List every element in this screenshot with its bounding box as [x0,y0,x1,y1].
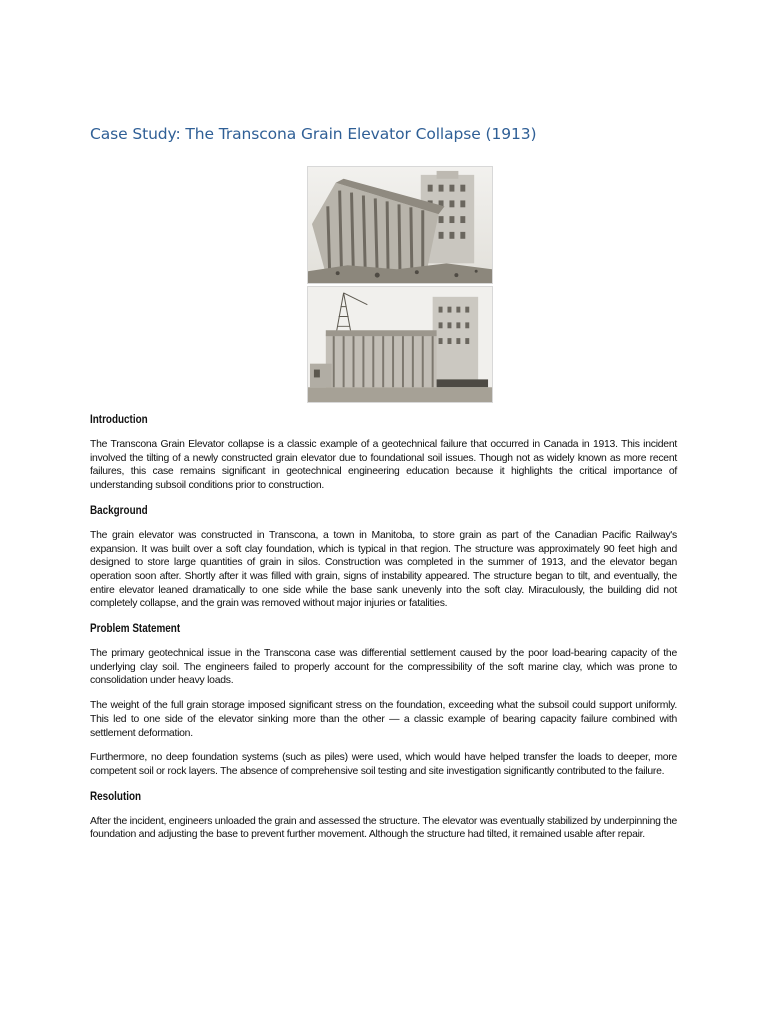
page-title: Case Study: The Transcona Grain Elevator Collapse (1913) [90,125,537,143]
upright-elevator-photo [307,286,493,403]
section-introduction [90,413,677,493]
photo-figure [307,166,493,403]
document-body [90,413,677,853]
paragraph: Furthermore, no deep foundation systems (such as piles) were used, which would have helped transfer the loads to deeper, more competent soil or rock layers. The absence of comprehensive soil testing and site investigation significantly contributed to the failure. [90,752,677,777]
section-heading: Background [90,504,148,517]
section-heading: Problem Statement [90,623,181,636]
section-problem-statement [90,622,677,779]
paragraph: After the incident, engineers unloaded the grain and assessed the structure. The elevator was eventually stabilized by underpinning the foundation and adjusting the base to prevent further movement. Although the structure had tilted, it remained usable after repair. [90,815,678,841]
paragraph: The weight of the full grain storage imposed significant stress on the foundation, exceeding what the subsoil could support uniformly. This led to one side of the elevator sinking more than the other — a classic example of bearing capacity failure combined with settlement deformation. [90,700,677,739]
section-heading: Resolution [90,790,142,803]
paragraph: The primary geotechnical issue in the Transcona case was differential settlement caused by the poor load-bearing capacity of the underlying clay soil. The engineers failed to properly account for the compressibility of the soft marine clay, which was prone to consolidation under heavy loads. [90,648,677,687]
tilted-elevator-photo [307,166,493,284]
section-background [90,504,677,611]
paragraph: The grain elevator was constructed in Transcona, a town in Manitoba, to store grain as part of the Canadian Pacific Railway's expansion. It was built over a soft clay foundation, which is typical in that region. The structure was approximately 90 feet high and designed to store large quantities of grain in silos. Construction was completed in the summer of 1913, and the elevator began operation soon after. Shortly after it was filled with grain, signs of instability appeared. The structure began to tilt, and eventually, the entire elevator leaned dramatically to one side while the base sank unevenly into the soft clay. Miraculously, the building did not completely collapse, and the grain was removed without major injuries or fatalities. [90,529,677,610]
section-heading: Introduction [90,414,148,426]
section-resolution [90,790,677,842]
paragraph: The Transcona Grain Elevator collapse is a classic example of a geotechnical failure that occurred in Canada in 1913. This incident involved the tilting of a newly constructed grain elevator due to foundational soil issues. Though not as widely known as more recent failures, this case remains significant in geotechnical engineering education because it highlights the critical importance of understanding subsoil conditions prior to construction. [90,439,677,492]
